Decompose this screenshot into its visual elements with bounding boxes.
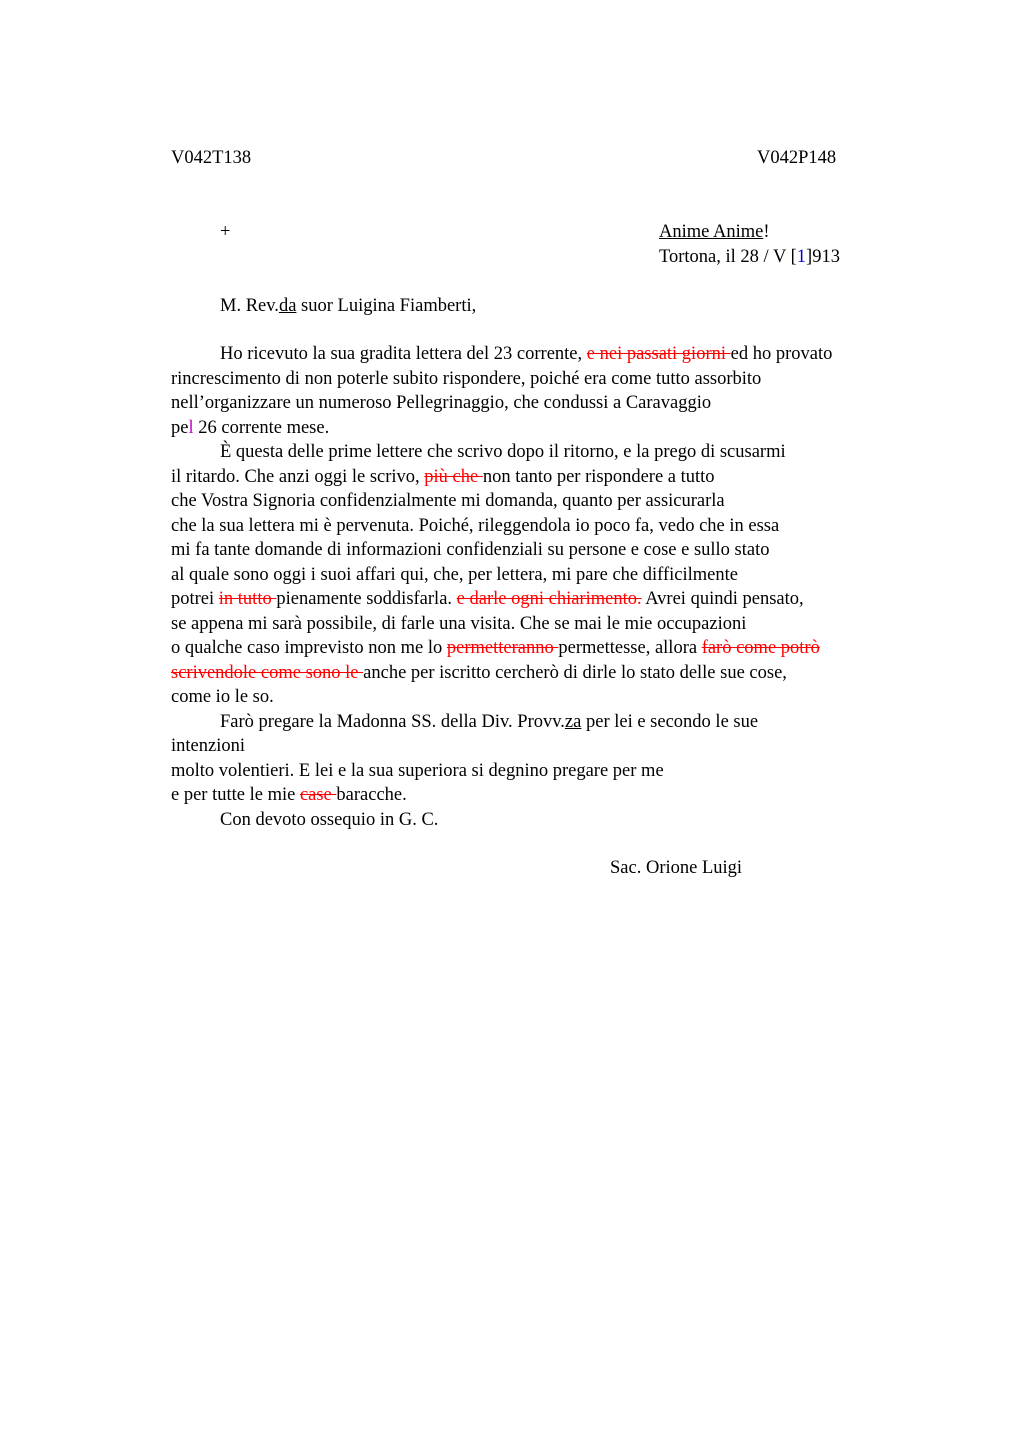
- inserted-text: l: [188, 417, 194, 438]
- body-line: nell’organizzare un numeroso Pellegrinaggio, che condussi a Caravaggio: [171, 393, 712, 413]
- text-run: pe: [171, 417, 189, 438]
- text-run: non tanto per rispondere a tutto: [482, 466, 715, 487]
- deleted-text: in tutto: [218, 589, 277, 609]
- text-run: Ho ricevuto la sua gradita lettera del 23 corrente,: [220, 344, 587, 364]
- place-date: [659, 245, 840, 270]
- salutation-name: suor Luigina Fiamberti,: [296, 296, 477, 316]
- cross-symbol: +: [220, 222, 231, 242]
- closing-line: Con devoto ossequio in G. C.: [220, 809, 439, 830]
- abbreviation-superscript: za: [564, 711, 582, 732]
- place-date-text: Tortona, il 28 / V [: [659, 247, 797, 267]
- text-run: o qualche caso imprevisto non me lo: [171, 638, 447, 658]
- text-run: il ritardo. Che anzi oggi le scrivo,: [171, 466, 425, 487]
- salutation-abbrev: da: [278, 296, 297, 316]
- place-date-year: ]913: [806, 247, 840, 267]
- body-line: [171, 710, 931, 735]
- text-run: e per tutte le mie: [171, 785, 300, 805]
- body-line: che la sua lettera mi è pervenuta. Poiché, rileggendola io poco fa, vedo che in essa: [171, 515, 780, 536]
- body-line: come io le so.: [171, 687, 274, 707]
- deleted-text: farò come potrò: [701, 638, 820, 658]
- body-line: rincrescimento di non poterle subito rispondere, poiché era come tutto assorbito: [171, 368, 762, 389]
- body-line: se appena mi sarà possibile, di farle una visita. Che se mai le mie occupazioni: [171, 613, 747, 634]
- motto-exclamation: !: [763, 222, 770, 242]
- signature: Sac. Orione Luigi: [610, 858, 743, 878]
- body-line: mi fa tante domande di informazioni confidenziali su persone e cose e sullo stato: [171, 540, 770, 560]
- body-line: [171, 465, 931, 490]
- text-run: ed ho provato: [730, 344, 833, 364]
- text-run: Farò pregare la Madonna SS. della Div. Provv.: [220, 711, 565, 732]
- salutation-title: M. Rev.: [220, 296, 279, 316]
- text-run: anche per iscritto cercherò di dirle lo stato delle sue cose,: [363, 662, 787, 683]
- body-line: [171, 661, 931, 686]
- editorial-insertion: 1: [796, 247, 807, 267]
- body-line: È questa delle prime lettere che scrivo dopo il ritorno, e la prego di scusarmi: [220, 442, 786, 462]
- text-run: pienamente soddisfarla.: [276, 589, 457, 609]
- text-run: per lei e secondo le sue: [581, 711, 759, 732]
- body-line: [171, 342, 931, 367]
- body-line: [171, 416, 931, 441]
- letter-body: [171, 342, 931, 832]
- deleted-text: permetteranno: [446, 638, 559, 658]
- body-line: [171, 587, 931, 612]
- body-line: intenzioni: [171, 736, 245, 756]
- motto-text: Anime Anime: [659, 222, 764, 242]
- text-run: Avrei quindi pensato,: [641, 589, 804, 609]
- body-line: [171, 636, 931, 661]
- motto: [659, 220, 769, 245]
- document-code-left: V042T138: [171, 148, 252, 168]
- salutation: [220, 294, 476, 319]
- text-run: permettesse, allora: [558, 638, 702, 658]
- body-line: che Vostra Signoria confidenzialmente mi domanda, quanto per assicurarla: [171, 491, 725, 511]
- text-run: potrei: [171, 589, 219, 609]
- deleted-text: scrivendole come sono le: [171, 662, 364, 683]
- deleted-text: case: [299, 785, 337, 805]
- document-code-right: V042P148: [757, 148, 837, 168]
- body-line: al quale sono oggi i suoi affari qui, che, per lettera, mi pare che difficilmente: [171, 564, 738, 585]
- body-line: molto volentieri. E lei e la sua superiora si degnino pregare per me: [171, 760, 664, 781]
- deleted-text: più che: [424, 466, 483, 487]
- text-run: 26 corrente mese.: [193, 417, 330, 438]
- body-line: [171, 783, 931, 808]
- deleted-text: e nei passati giorni: [586, 344, 731, 364]
- deleted-text: e darle ogni chiarimento.: [456, 589, 642, 609]
- text-run: baracche.: [336, 785, 407, 805]
